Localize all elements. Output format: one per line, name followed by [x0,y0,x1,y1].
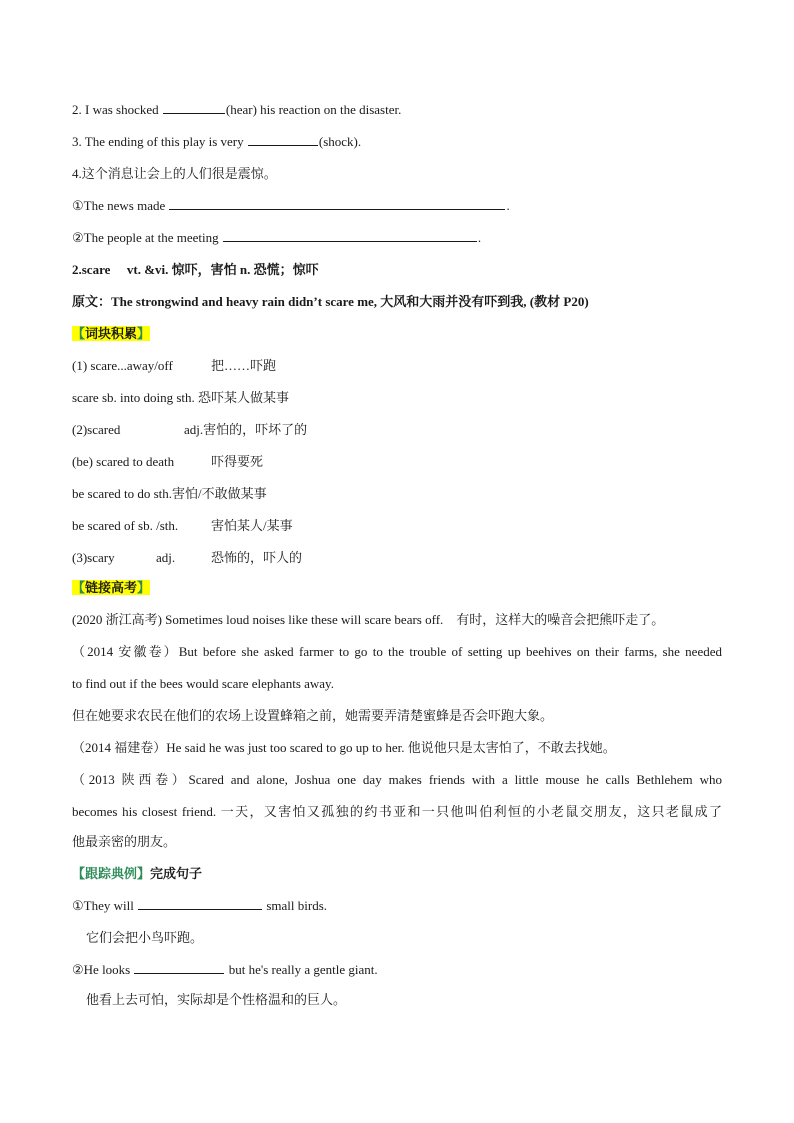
original-text: 原文：The strongwind and heavy rain didn’t scare me, 大风和大雨并没有吓到我, (教材 P20) [72,294,589,309]
vocab-en: scare sb. into doing sth. [72,390,195,405]
bracket-left: 【 [72,580,86,595]
question-3-prefix: 3. The ending of this play is very [72,134,244,149]
question-3-suffix: (shock). [318,134,362,149]
gaokao-example-1: (2020 浙江高考) Sometimes loud noises like these will scare bears off. 有时，这样大的噪音会把熊吓走了。 [72,612,665,627]
bracket-left: 【 [72,326,86,341]
vocab-en: be scared to do sth. [72,486,173,501]
question-2 [72,100,401,120]
question-4: 4.这个消息让会上的人们很是震惊。 [72,166,277,181]
answer-blank[interactable] [134,960,224,974]
vocab-zh: 害怕的，吓坏了的 [203,422,308,437]
answer-blank[interactable] [163,100,225,114]
section-vocab-label: 词块积累 [85,326,138,341]
question-4b-suffix: . [477,230,482,245]
track-2-prefix: ②He looks [72,962,131,977]
vocab-pos: adj. [156,550,176,565]
vocab-item [72,420,307,440]
scare-pos-meaning: vt. &vi. 惊吓，害怕 n. 恐慌；惊吓 [126,262,319,277]
vocab-en: (1) scare...away/off [72,358,173,373]
question-3 [72,132,361,152]
track-question-1-translation: 它们会把小鸟吓跑。 [86,930,204,945]
section-track-label: 【跟踪典例】 [72,866,151,881]
vocab-pos: adj. [184,422,204,437]
gaokao-example-4-line-1: （2013 陕西卷）Scared and alone, Joshua one day makes friends with a little mouse he calls Bethlehem who [72,772,722,787]
section-gaokao-heading [72,578,150,598]
gaokao-example-2-line-1: （2014 安徽卷）But before she asked farmer to go to the trouble of setting up beehives on their farms, she needed [72,644,722,659]
gaokao-example-3: （2014 福建卷）He said he was just too scared to go up to her. 他说他只是太害怕了，不敢去找她。 [72,740,616,755]
answer-blank[interactable] [169,196,505,210]
section-gaokao-label: 链接高考 [85,580,138,595]
track-2-suffix: but he's really a gentle giant. [228,962,378,977]
vocab-zh: 恐怖的，吓人的 [211,550,303,565]
question-2-prefix: 2. I was shocked [72,102,159,117]
vocab-zh: 把……吓跑 [211,358,277,373]
vocab-en: be scared of sb. /sth. [72,518,179,533]
section-gaokao-label-box [72,580,150,595]
bracket-right: 】 [137,326,151,341]
bracket-right: 】 [137,580,151,595]
question-4b [72,228,481,248]
vocab-item [72,516,293,536]
vocab-en: (be) scared to death [72,454,175,469]
track-1-prefix: ①They will [72,898,134,913]
scare-heading [72,260,319,280]
vocab-zh: 吓得要死 [211,454,264,469]
vocab-en: (2)scared [72,422,121,437]
gaokao-example-4-line-2: becomes his closest friend. 一天，又害怕又孤独的约书亚和一只他叫伯利恒的小老鼠交朋友，这只老鼠成了 [72,804,722,819]
vocab-item [72,484,267,504]
track-question-2-translation: 他看上去可怕，实际却是个性格温和的巨人。 [86,992,347,1007]
answer-blank[interactable] [223,228,477,242]
vocab-item [72,548,302,568]
vocab-item [72,452,263,472]
answer-blank[interactable] [248,132,318,146]
question-2-suffix: (hear) his reaction on the disaster. [225,102,402,117]
answer-blank[interactable] [138,896,262,910]
vocab-zh: 恐吓某人做某事 [198,390,290,405]
question-4a-suffix: . [506,198,510,213]
track-1-suffix: small birds. [266,898,328,913]
gaokao-example-2-translation: 但在她要求农民在他们的农场上设置蜂箱之前，她需要弄清楚蜜蜂是否会吓跑大象。 [72,708,554,723]
question-4a-prefix: ①The news made [72,198,166,213]
vocab-zh: 害怕某人/某事 [211,518,293,533]
question-4b-prefix: ②The people at the meeting [72,230,219,245]
vocab-item [72,388,289,408]
vocab-item [72,356,276,376]
vocab-zh: 害怕/不敢做某事 [172,486,267,501]
gaokao-example-4-line-3: 他最亲密的朋友。 [72,834,177,849]
section-track-heading [72,864,202,884]
section-vocab-label-box [72,326,150,341]
gaokao-example-2-line-2: to find out if the bees would scare elephants away. [72,676,334,691]
scare-word: 2.scare [72,262,111,277]
track-question-1 [72,896,327,916]
question-4a [72,196,510,216]
vocab-en: (3)scary [72,550,115,565]
track-question-2 [72,960,378,980]
section-track-instruction: 完成句子 [150,866,203,881]
section-vocab-heading [72,324,150,344]
